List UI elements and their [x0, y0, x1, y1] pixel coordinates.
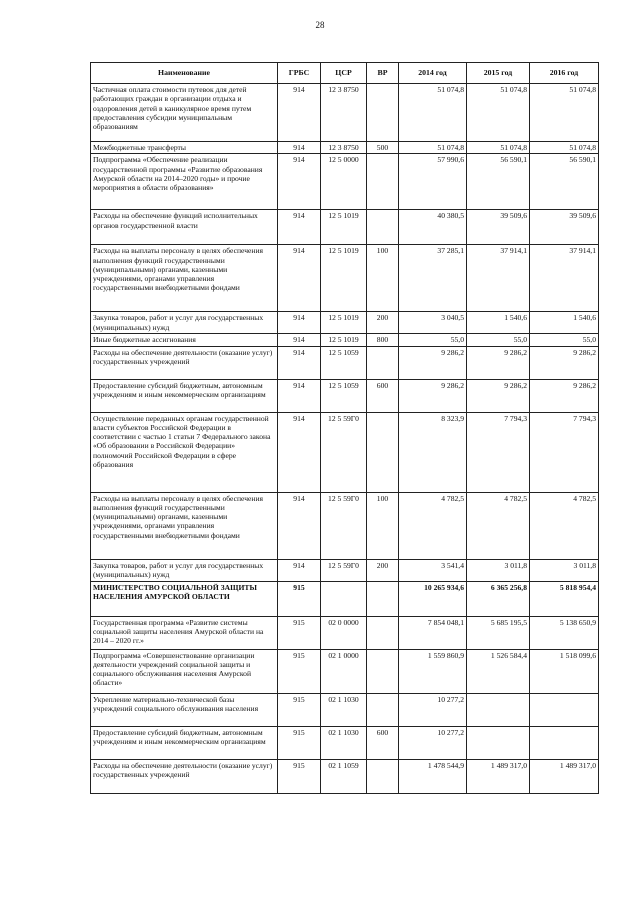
cell-vr [367, 616, 399, 649]
cell-2015: 3 011,8 [467, 559, 530, 581]
cell-name: Частичная оплата стоимости путевок для детей работающих граждан в организации отдыха и оздоровления детей в каникулярное время путем предоставления субсидии муниципальным образованиям [91, 84, 278, 142]
header-2015: 2015 год [467, 63, 530, 84]
cell-name: Укрепление материально-технической базы учреждений социального обслуживания населения [91, 693, 278, 726]
cell-name: Иные бюджетные ассигнования [91, 334, 278, 346]
cell-csr: 12 5 1019 [321, 312, 367, 334]
cell-csr: 12 5 1019 [321, 334, 367, 346]
cell-vr [367, 693, 399, 726]
cell-vr: 100 [367, 492, 399, 559]
cell-csr: 02 1 0000 [321, 649, 367, 693]
cell-2015: 9 286,2 [467, 379, 530, 412]
cell-2015: 55,0 [467, 334, 530, 346]
cell-name: Предоставление субсидий бюджетным, автономным учреждениям и иным некоммерческим организациям [91, 379, 278, 412]
table-row [91, 84, 599, 142]
cell-2016: 5 818 954,4 [530, 581, 599, 616]
table-row [91, 154, 599, 210]
cell-2015: 1 489 317,0 [467, 759, 530, 793]
cell-2014: 57 990,6 [399, 154, 467, 210]
cell-2016: 37 914,1 [530, 245, 599, 312]
cell-name: Осуществление переданных органам государственной власти субъектов Российской Федерации в соответствии с частью 1 статьи 7 Федерального закона «Об образовании в Российской Федерации» полномочий Российской Федерации в сфере образования [91, 412, 278, 492]
cell-csr: 02 1 1030 [321, 726, 367, 759]
cell-name: Закупка товаров, работ и услуг для государственных (муниципальных) нужд [91, 559, 278, 581]
table-row [91, 616, 599, 649]
cell-2016: 5 138 650,9 [530, 616, 599, 649]
cell-grbs: 914 [278, 210, 321, 245]
cell-grbs: 915 [278, 693, 321, 726]
cell-grbs: 915 [278, 616, 321, 649]
cell-2014: 51 074,8 [399, 142, 467, 154]
cell-2015: 1 526 584,4 [467, 649, 530, 693]
cell-2014: 4 782,5 [399, 492, 467, 559]
cell-2015 [467, 693, 530, 726]
table-row [91, 759, 599, 793]
cell-name: Расходы на обеспечение функций исполнительных органов государственной власти [91, 210, 278, 245]
cell-name: Подпрограмма «Обеспечение реализации государственной программы «Развитие образования Амурской области на 2014–2020 годы» и прочие мероприятия в области образования» [91, 154, 278, 210]
cell-2014: 9 286,2 [399, 346, 467, 379]
cell-vr [367, 759, 399, 793]
cell-name: Государственная программа «Развитие системы социальной защиты населения Амурской области на 2014 – 2020 гг.» [91, 616, 278, 649]
cell-2016: 56 590,1 [530, 154, 599, 210]
page-number: 28 [315, 20, 325, 30]
cell-csr: 12 5 1059 [321, 346, 367, 379]
cell-name: Подпрограмма «Совершенствование организации деятельности учреждений социальной защиты и социального обслуживания населения Амурской области» [91, 649, 278, 693]
cell-2016: 39 509,6 [530, 210, 599, 245]
cell-2014: 1 559 860,9 [399, 649, 467, 693]
cell-grbs: 914 [278, 559, 321, 581]
cell-name: Расходы на обеспечение деятельности (оказание услуг) государственных учреждений [91, 346, 278, 379]
cell-vr [367, 581, 399, 616]
cell-vr: 200 [367, 312, 399, 334]
cell-name: Расходы на выплаты персоналу в целях обеспечения выполнения функций государственными (муниципальными) органами, казенными учреждениями, органами управления государственными внебюджетными фондами [91, 492, 278, 559]
cell-2015: 56 590,1 [467, 154, 530, 210]
cell-2016: 7 794,3 [530, 412, 599, 492]
table-row [91, 693, 599, 726]
cell-2016 [530, 726, 599, 759]
table-row [91, 726, 599, 759]
cell-vr: 100 [367, 245, 399, 312]
cell-grbs: 915 [278, 759, 321, 793]
cell-grbs: 914 [278, 312, 321, 334]
cell-csr: 02 1 1059 [321, 759, 367, 793]
budget-table [90, 62, 599, 794]
cell-vr [367, 649, 399, 693]
header-csr: ЦСР [321, 63, 367, 84]
cell-2016: 51 074,8 [530, 142, 599, 154]
cell-vr: 600 [367, 379, 399, 412]
cell-name: Расходы на обеспечение деятельности (оказание услуг) государственных учреждений [91, 759, 278, 793]
cell-2014: 37 285,1 [399, 245, 467, 312]
cell-vr [367, 154, 399, 210]
cell-csr: 12 5 59Г0 [321, 412, 367, 492]
cell-name: Предоставление субсидий бюджетным, автономным учреждениям и иным некоммерческим организациям [91, 726, 278, 759]
cell-csr: 02 1 1030 [321, 693, 367, 726]
cell-csr: 02 0 0000 [321, 616, 367, 649]
cell-2014: 10 277,2 [399, 693, 467, 726]
table-row [91, 142, 599, 154]
cell-csr: 12 5 59Г0 [321, 559, 367, 581]
cell-2016: 1 540,6 [530, 312, 599, 334]
cell-vr: 500 [367, 142, 399, 154]
cell-2014: 1 478 544,9 [399, 759, 467, 793]
cell-2015: 6 365 256,8 [467, 581, 530, 616]
cell-grbs: 914 [278, 379, 321, 412]
cell-grbs: 915 [278, 649, 321, 693]
header-2014: 2014 год [399, 63, 467, 84]
cell-name: Межбюджетные трансферты [91, 142, 278, 154]
cell-name: МИНИСТЕРСТВО СОЦИАЛЬНОЙ ЗАЩИТЫ НАСЕЛЕНИЯ АМУРСКОЙ ОБЛАСТИ [91, 581, 278, 616]
cell-csr [321, 581, 367, 616]
table-row [91, 581, 599, 616]
cell-name: Расходы на выплаты персоналу в целях обеспечения выполнения функций государственными (муниципальными) органами, казенными учреждениями, органами управления государственными внебюджетными фондами [91, 245, 278, 312]
table-row [91, 379, 599, 412]
header-2016: 2016 год [530, 63, 599, 84]
cell-2014: 10 277,2 [399, 726, 467, 759]
table-row [91, 210, 599, 245]
cell-2014: 9 286,2 [399, 379, 467, 412]
cell-2016: 9 286,2 [530, 379, 599, 412]
cell-grbs: 914 [278, 492, 321, 559]
cell-2014: 10 265 934,6 [399, 581, 467, 616]
table-header-row [91, 63, 599, 84]
table-row [91, 346, 599, 379]
cell-2015: 9 286,2 [467, 346, 530, 379]
cell-grbs: 914 [278, 142, 321, 154]
cell-2015: 51 074,8 [467, 84, 530, 142]
cell-csr: 12 5 0000 [321, 154, 367, 210]
cell-grbs: 915 [278, 726, 321, 759]
cell-vr: 600 [367, 726, 399, 759]
table-row [91, 334, 599, 346]
cell-vr [367, 210, 399, 245]
header-name: Наименование [91, 63, 278, 84]
table-row [91, 559, 599, 581]
cell-2015: 5 685 195,5 [467, 616, 530, 649]
cell-2014: 51 074,8 [399, 84, 467, 142]
cell-2016 [530, 693, 599, 726]
cell-grbs: 914 [278, 245, 321, 312]
table-row [91, 649, 599, 693]
cell-2016: 3 011,8 [530, 559, 599, 581]
cell-csr: 12 5 1019 [321, 210, 367, 245]
cell-2016: 55,0 [530, 334, 599, 346]
cell-csr: 12 3 8750 [321, 142, 367, 154]
cell-csr: 12 3 8750 [321, 84, 367, 142]
cell-2016: 1 518 099,6 [530, 649, 599, 693]
table-row [91, 412, 599, 492]
header-vr: ВР [367, 63, 399, 84]
cell-2015 [467, 726, 530, 759]
cell-2016: 1 489 317,0 [530, 759, 599, 793]
cell-2015: 4 782,5 [467, 492, 530, 559]
cell-2014: 55,0 [399, 334, 467, 346]
cell-csr: 12 5 1059 [321, 379, 367, 412]
cell-vr [367, 346, 399, 379]
cell-csr: 12 5 59Г0 [321, 492, 367, 559]
cell-2014: 7 854 048,1 [399, 616, 467, 649]
table-row [91, 492, 599, 559]
cell-2015: 51 074,8 [467, 142, 530, 154]
cell-2014: 3 040,5 [399, 312, 467, 334]
cell-2014: 40 380,5 [399, 210, 467, 245]
table-row [91, 245, 599, 312]
cell-grbs: 914 [278, 154, 321, 210]
cell-2014: 8 323,9 [399, 412, 467, 492]
cell-grbs: 914 [278, 334, 321, 346]
cell-2015: 1 540,6 [467, 312, 530, 334]
cell-grbs: 914 [278, 412, 321, 492]
table-row [91, 312, 599, 334]
cell-vr: 200 [367, 559, 399, 581]
cell-name: Закупка товаров, работ и услуг для государственных (муниципальных) нужд [91, 312, 278, 334]
cell-2016: 4 782,5 [530, 492, 599, 559]
cell-grbs: 915 [278, 581, 321, 616]
cell-vr [367, 84, 399, 142]
cell-grbs: 914 [278, 346, 321, 379]
cell-2016: 51 074,8 [530, 84, 599, 142]
cell-2014: 3 541,4 [399, 559, 467, 581]
cell-2015: 7 794,3 [467, 412, 530, 492]
header-grbs: ГРБС [278, 63, 321, 84]
cell-2015: 39 509,6 [467, 210, 530, 245]
cell-vr: 800 [367, 334, 399, 346]
cell-2015: 37 914,1 [467, 245, 530, 312]
cell-2016: 9 286,2 [530, 346, 599, 379]
cell-grbs: 914 [278, 84, 321, 142]
cell-csr: 12 5 1019 [321, 245, 367, 312]
cell-vr [367, 412, 399, 492]
